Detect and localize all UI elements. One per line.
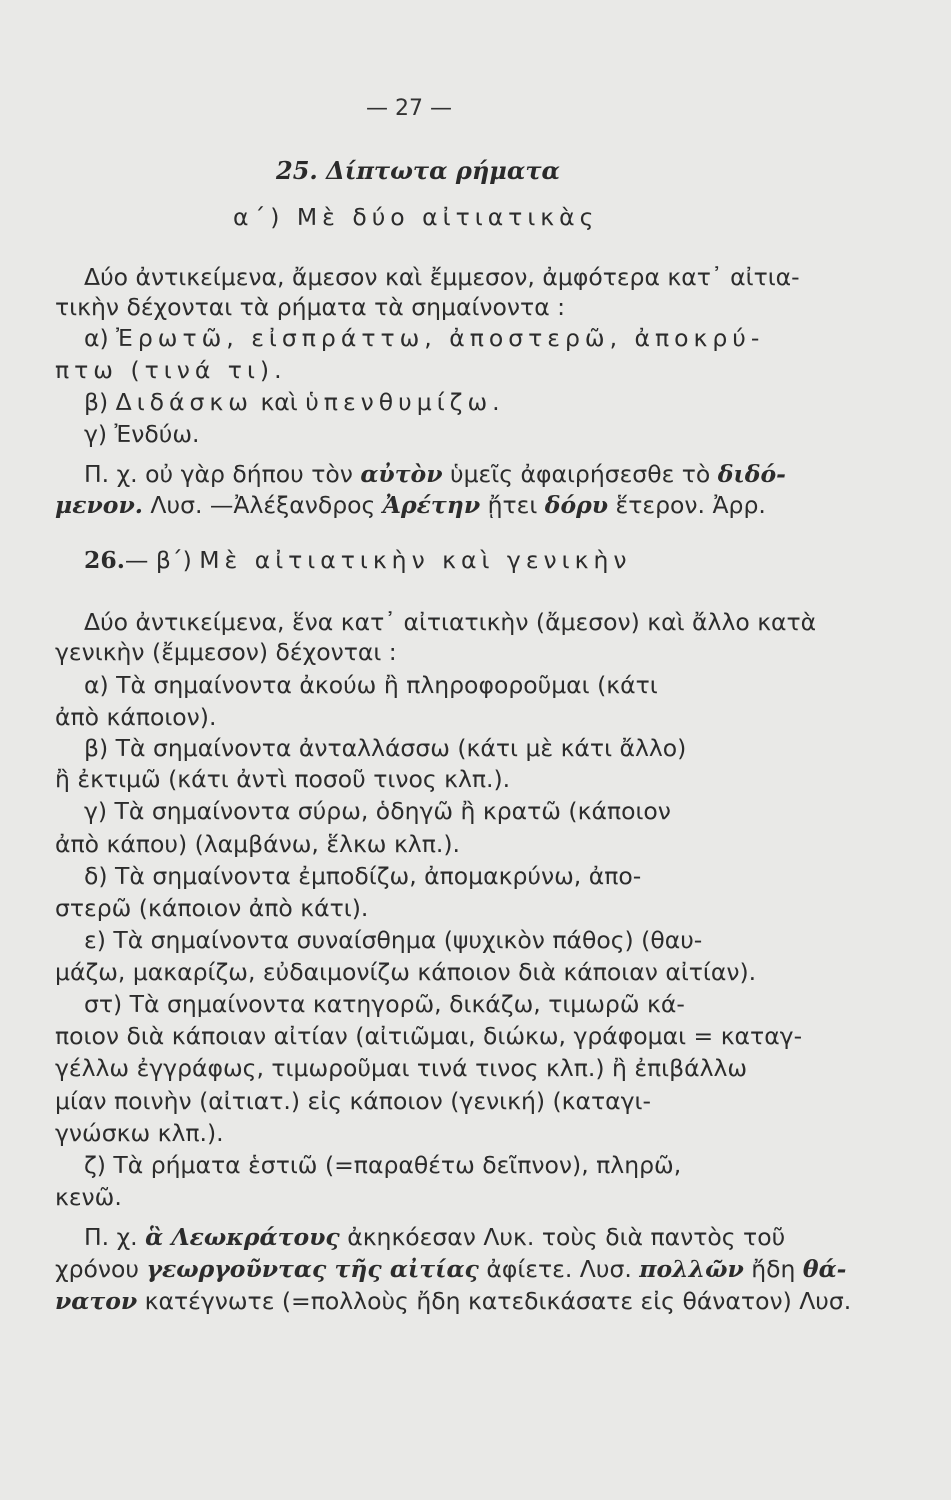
s25-ex1-quote-a: αὐτὸν bbox=[360, 460, 443, 488]
s26-example-line-3 bbox=[55, 1286, 851, 1316]
section-25-title: Δίπτωτα ρήματα bbox=[326, 156, 560, 185]
s26-line: στερῶ (κάποιον ἀπὸ κάτι). bbox=[55, 894, 369, 922]
s25-ex2-text-c: ἕτερον. Ἀρρ. bbox=[608, 491, 766, 519]
s26-ex2-quote-c: θά- bbox=[802, 1255, 847, 1283]
s26-line: ἢ ἐκτιμῶ (κάτι ἀντὶ ποσοῦ τινος κλπ.). bbox=[55, 765, 511, 793]
section-26-heading bbox=[84, 545, 632, 575]
s25-item-a-cont: πτω (τινά τι). bbox=[55, 356, 287, 384]
s25-ex2-quote-a: μενον. bbox=[55, 491, 143, 519]
s25-item-g: γ) Ἐνδύω. bbox=[84, 420, 200, 448]
s25-item-a-verbs: Ἐρωτῶ, εἰσπράττω, ἀποστερῶ, ἀποκρύ- bbox=[116, 324, 765, 352]
s26-ex1-quote-a: ἃ Λεωκράτους bbox=[145, 1223, 340, 1251]
s26-line: γενικὴν (ἔμμεσον) δέχονται : bbox=[55, 638, 397, 666]
s26-line: μάζω, μακαρίζω, εὐδαιμονίζω κάποιον διὰ κάποιαν αἰτίαν). bbox=[55, 958, 757, 986]
s25-ex2-text-b: ᾔτει bbox=[480, 491, 545, 519]
s25-item-b-verb1: Διδάσκω bbox=[115, 388, 253, 416]
s25-ex2-quote-b: Ἀρέτην bbox=[382, 491, 481, 519]
s25-item-b-verb2: ὑπενθυμίζω. bbox=[305, 388, 505, 416]
s25-item-b-and: καὶ bbox=[252, 388, 306, 416]
s25-item-a bbox=[84, 323, 764, 353]
s26-line: ζ) Τὰ ρήματα ἑστιῶ (=παραθέτω δεῖπνον), πληρῶ, bbox=[84, 1151, 682, 1179]
s26-line: δ) Τὰ σημαίνοντα ἐμποδίζω, ἀπομακρύνω, ἀπο- bbox=[84, 862, 642, 890]
s26-line: γνώσκω κλπ.). bbox=[55, 1119, 224, 1147]
s26-ex1-text-b: ἀκηκόεσαν Λυκ. τοὺς διὰ παντὸς τοῦ bbox=[339, 1223, 786, 1251]
section-25-heading bbox=[276, 156, 560, 185]
section-26-dash: — β΄) bbox=[124, 546, 200, 574]
s26-ex2-text-b: ἀφίετε. Λυσ. bbox=[478, 1255, 640, 1283]
s25-intro-line-1: Δύο ἀντικείμενα, ἄμεσον καὶ ἔμμεσον, ἀμφότερα κατ᾽ αἰτια- bbox=[84, 263, 800, 291]
section-25-number: 25. bbox=[276, 156, 318, 185]
s26-line: ε) Τὰ σημαίνοντα συναίσθημα (ψυχικὸν πάθος) (θαυ- bbox=[84, 926, 703, 954]
section-26-title: Μὲ αἰτιατικὴν καὶ γενικὴν bbox=[199, 546, 632, 574]
s25-example-line-1 bbox=[84, 459, 786, 489]
s26-line: στ) Τὰ σημαίνοντα κατηγορῶ, δικάζω, τιμωρῶ κά- bbox=[84, 990, 685, 1018]
s26-line: κενῶ. bbox=[55, 1183, 122, 1211]
s26-ex2-text-a: χρόνου bbox=[55, 1255, 147, 1283]
s25-item-b bbox=[84, 387, 505, 417]
s26-ex3-text-a: κατέγνωτε (=πολλοὺς ἤδη κατεδικάσατε εἰς θάνατον) Λυσ. bbox=[137, 1287, 852, 1315]
s26-line: ποιον διὰ κάποιαν αἰτίαν (αἰτιῶμαι, διώκω, γράφομαι = καταγ- bbox=[55, 1022, 803, 1050]
s25-item-a-label: α) bbox=[84, 324, 117, 352]
s25-ex2-text-a: Λυσ. —Ἀλέξανδρος bbox=[142, 491, 383, 519]
s26-ex3-quote-a: νατον bbox=[55, 1287, 138, 1315]
s26-line: α) Τὰ σημαίνοντα ἀκούω ἢ πληροφοροῦμαι (κάτι bbox=[84, 671, 658, 699]
s25-ex1-text-b: ὑμεῖς ἀφαιρήσεσθε τὸ bbox=[442, 460, 718, 488]
s26-line: γέλλω ἐγγράφως, τιμωροῦμαι τινά τινος κλπ.) ἢ ἐπιβάλλω bbox=[55, 1054, 748, 1082]
s26-line: μίαν ποινὴν (αἰτιατ.) εἰς κάποιον (γενική) (καταγι- bbox=[55, 1087, 651, 1115]
s26-line: Δύο ἀντικείμενα, ἕνα κατ᾽ αἰτιατικὴν (ἄμεσον) καὶ ἄλλο κατὰ bbox=[84, 608, 817, 636]
section-26-number: 26. bbox=[84, 546, 125, 574]
s26-example-line-1 bbox=[84, 1222, 785, 1252]
s26-ex2-quote-b: πολλῶν bbox=[639, 1255, 744, 1283]
s25-intro-line-2: τικὴν δέχονται τὰ ρήματα τὰ σημαίνοντα : bbox=[55, 293, 566, 321]
page-number: — 27 — bbox=[366, 96, 452, 121]
s25-ex1-text-a: Π. χ. οὐ γὰρ δήπου τὸν bbox=[84, 460, 361, 488]
s25-example-line-2 bbox=[55, 490, 766, 520]
s25-ex2-quote-c: δόρυ bbox=[544, 491, 609, 519]
s26-example-line-2 bbox=[55, 1254, 846, 1284]
s26-ex2-text-c: ἤδη bbox=[743, 1255, 803, 1283]
s26-line: β) Τὰ σημαίνοντα ἀνταλλάσσω (κάτι μὲ κάτι ἄλλο) bbox=[84, 734, 687, 762]
s25-ex1-quote-b: διδό- bbox=[717, 460, 786, 488]
s26-line: γ) Τὰ σημαίνοντα σύρω, ὁδηγῶ ἢ κρατῶ (κάποιον bbox=[84, 797, 671, 825]
s26-line: ἀπὸ κάπου) (λαμβάνω, ἕλκω κλπ.). bbox=[55, 830, 460, 858]
s26-ex2-quote-a: γεωργοῦντας τῆς αἰτίας bbox=[146, 1255, 479, 1283]
s26-line: ἀπὸ κάποιον). bbox=[55, 703, 217, 731]
section-25-subtitle: α΄) Μὲ δύο αἰτιατικὰς bbox=[233, 203, 599, 231]
s26-ex1-text-a: Π. χ. bbox=[84, 1223, 146, 1251]
s25-item-b-label: β) bbox=[84, 388, 116, 416]
